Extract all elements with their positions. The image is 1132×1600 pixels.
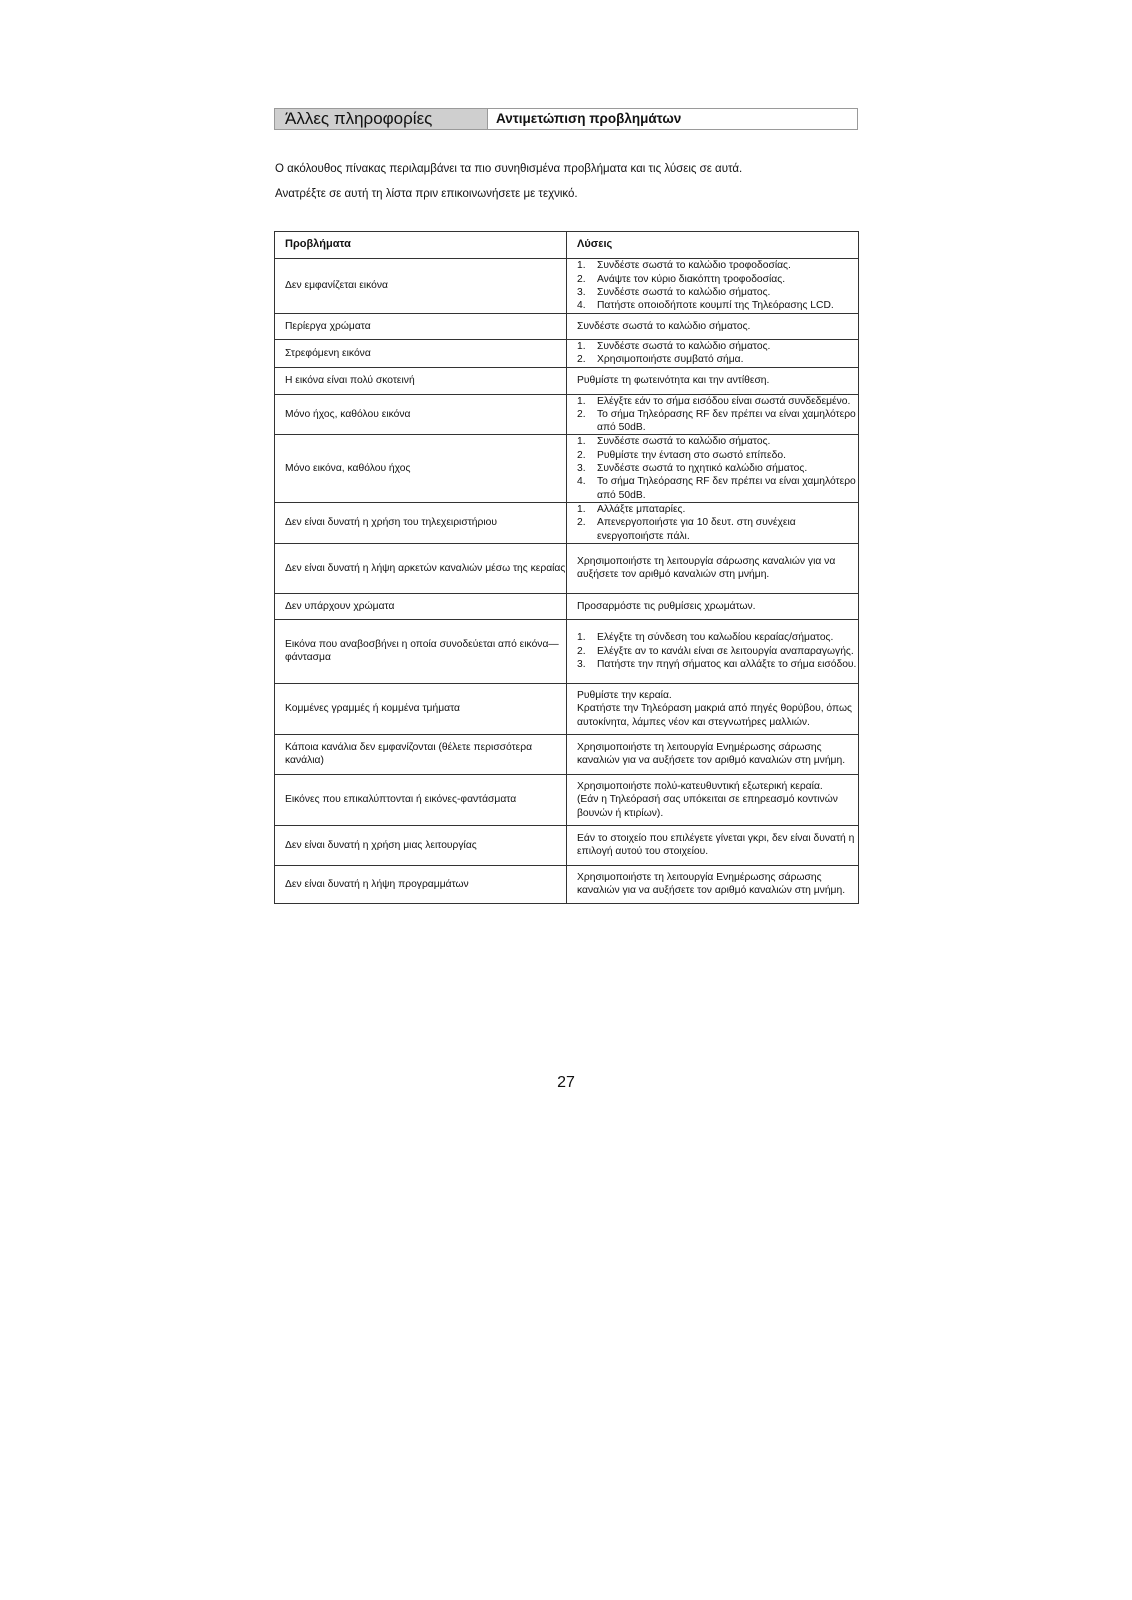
step-text: Συνδέστε σωστά το καλώδιο σήματος.: [597, 436, 771, 448]
table-row: [275, 865, 859, 903]
solution-text: Χρησιμοποιήστε πολύ-κατευθυντική εξωτερική κεραία. (Εάν η Τηλεόρασή σας υπόκειται σε επηρεασμό κοντινών βουνών ή κτιρίων).: [577, 780, 838, 819]
step-number: 1.: [577, 503, 586, 515]
problem-cell: Εικόνα που αναβοσβήνει η οποία συνοδεύεται από εικόνα—φάντασμα: [275, 619, 567, 683]
step-text: Χρησιμοποιήστε συμβατό σήμα.: [597, 354, 744, 366]
step-number: 3.: [577, 659, 586, 670]
step-number: 4.: [577, 476, 586, 488]
table-row: [275, 259, 859, 314]
step-text: Ελέγξτε αν το κανάλι είναι σε λειτουργία αναπαραγωγής.: [597, 645, 854, 657]
step-text: Αλλάξτε μπαταρίες.: [597, 503, 686, 515]
solution-cell: [567, 340, 859, 368]
step-number: 4.: [577, 300, 586, 312]
solution-step: [577, 658, 858, 671]
step-text: Συνδέστε σωστά το ηχητικό καλώδιο σήματος.: [597, 463, 808, 475]
solution-cell: [567, 394, 859, 435]
solution-step: [577, 645, 858, 658]
problem-cell: Δεν είναι δυνατή η χρήση του τηλεχειριστήριου: [275, 502, 567, 543]
troubleshooting-table: [274, 231, 859, 904]
solution-cell: [567, 825, 859, 865]
step-text: Το σήμα Τηλεόρασης RF δεν πρέπει να είναι χαμηλότερο από 50dB.: [597, 408, 856, 434]
table-row: [275, 593, 859, 619]
solution-text: Χρησιμοποιήστε τη λειτουργία Ενημέρωσης σάρωσης καναλιών για να αυξήσετε τον αριθμό καναλιών στη μνήμη.: [577, 742, 846, 767]
solution-cell: [567, 259, 859, 314]
section-header: [274, 108, 858, 130]
solution-cell: [567, 435, 859, 502]
table-row: [275, 394, 859, 435]
solution-text: Προσαρμόστε τις ρυθμίσεις χρωμάτων.: [577, 600, 756, 612]
problem-cell: Κάποια κανάλια δεν εμφανίζονται (θέλετε περισσότερα κανάλια): [275, 734, 567, 774]
problem-cell: Η εικόνα είναι πολύ σκοτεινή: [275, 367, 567, 394]
solution-steps: [577, 395, 858, 435]
solution-step: [577, 340, 858, 353]
problem-cell: Δεν είναι δυνατή η λήψη αρκετών καναλιών μέσω της κεραίας: [275, 543, 567, 593]
step-number: 3.: [577, 463, 586, 475]
table-row: [275, 340, 859, 368]
solution-steps: [577, 340, 858, 367]
step-text: Ελέγξτε εάν το σήμα εισόδου είναι σωστά συνδεδεμένο.: [597, 395, 851, 407]
step-number: 3.: [577, 287, 586, 298]
problem-cell: Στρεφόμενη εικόνα: [275, 340, 567, 368]
solution-step: [577, 353, 858, 366]
solution-cell: [567, 734, 859, 774]
step-text: Ρυθμίστε την ένταση στο σωστό επίπεδο.: [597, 449, 786, 461]
solution-step: [577, 462, 858, 475]
problem-cell: Δεν είναι δυνατή η λήψη προγραμμάτων: [275, 865, 567, 903]
solution-step: [577, 408, 858, 435]
problem-cell: Εικόνες που επικαλύπτονται ή εικόνες-φαντάσματα: [275, 774, 567, 825]
step-number: 2.: [577, 408, 586, 420]
step-text: Απενεργοποιήστε για 10 δευτ. στη συνέχεια ενεργοποιήστε πάλι.: [597, 517, 796, 542]
solution-cell: [567, 619, 859, 683]
step-number: 1.: [577, 395, 586, 407]
problem-cell: Δεν εμφανίζεται εικόνα: [275, 259, 567, 314]
problem-cell: Κομμένες γραμμές ή κομμένα τμήματα: [275, 683, 567, 734]
problem-cell: Μόνο ήχος, καθόλου εικόνα: [275, 394, 567, 435]
solution-cell: [567, 314, 859, 340]
step-number: 1.: [577, 632, 586, 644]
step-text: Συνδέστε σωστά το καλώδιο σήματος.: [597, 341, 771, 352]
solution-text: Χρησιμοποιήστε τη λειτουργία Ενημέρωσης σάρωσης καναλιών για να αυξήσετε τον αριθμό καναλιών στη μνήμη.: [577, 872, 846, 897]
table-row: [275, 435, 859, 502]
intro-paragraph: Ανατρέξτε σε αυτή τη λίστα πριν επικοινωνήσετε με τεχνικό.: [275, 188, 578, 200]
solution-steps: [577, 503, 858, 543]
solution-step: [577, 516, 858, 543]
table-row: [275, 774, 859, 825]
section-name: Άλλες πληροφορίες: [275, 109, 488, 129]
table-row: [275, 314, 859, 340]
solution-text: Συνδέστε σωστά το καλώδιο σήματος.: [577, 320, 751, 332]
problem-cell: Μόνο εικόνα, καθόλου ήχος: [275, 435, 567, 502]
column-header-solutions: Λύσεις: [567, 232, 859, 259]
solution-steps: [577, 435, 858, 501]
solution-step: [577, 475, 858, 502]
solution-steps: [577, 631, 858, 671]
solution-text: Χρησιμοποιήστε τη λειτουργία σάρωσης καναλιών για να αυξήσετε τον αριθμό καναλιών στη μνήμη.: [577, 556, 836, 581]
solution-cell: [567, 543, 859, 593]
step-number: 2.: [577, 449, 586, 461]
intro-paragraph: Ο ακόλουθος πίνακας περιλαμβάνει τα πιο συνηθισμένα προβλήματα και τις λύσεις σε αυτά.: [275, 163, 743, 175]
problem-cell: Δεν είναι δυνατή η χρήση μιας λειτουργίας: [275, 825, 567, 865]
table-row: [275, 734, 859, 774]
step-number: 2.: [577, 354, 586, 366]
step-text: Συνδέστε σωστά το καλώδιο σήματος.: [597, 287, 771, 298]
solution-cell: [567, 774, 859, 825]
solution-step: [577, 395, 858, 408]
solution-cell: [567, 502, 859, 543]
step-number: 2.: [577, 517, 586, 529]
column-header-problems: Προβλήματα: [275, 232, 567, 259]
step-text: Το σήμα Τηλεόρασης RF δεν πρέπει να είναι χαμηλότερο από 50dB.: [597, 476, 856, 501]
solution-cell: [567, 865, 859, 903]
step-number: 2.: [577, 273, 586, 285]
solution-cell: [567, 683, 859, 734]
solution-step: [577, 273, 858, 286]
solution-text: Ρυθμίστε την κεραία. Κρατήστε την Τηλεόραση μακριά από πηγές θορύβου, όπως αυτοκίνητα, λάμπες νέον και στεγνωτήρες μαλλιών.: [577, 689, 852, 728]
step-text: Συνδέστε σωστά το καλώδιο τροφοδοσίας.: [597, 260, 791, 272]
step-text: Ελέγξτε τη σύνδεση του καλωδίου κεραίας/σήματος.: [597, 632, 834, 644]
solution-text: Ρυθμίστε τη φωτεινότητα και την αντίθεση.: [577, 374, 770, 386]
solution-cell: [567, 593, 859, 619]
table-row: [275, 825, 859, 865]
step-number: 1.: [577, 341, 586, 352]
solution-step: [577, 631, 858, 644]
solution-text: Εάν το στοιχείο που επιλέγετε γίνεται γκρι, δεν είναι δυνατή η επιλογή αυτού του στοιχείου.: [577, 833, 855, 858]
step-number: 1.: [577, 260, 586, 272]
solution-cell: [567, 367, 859, 394]
problem-cell: Περίεργα χρώματα: [275, 314, 567, 340]
step-number: 1.: [577, 436, 586, 448]
solution-step: [577, 259, 858, 272]
solution-step: [577, 286, 858, 299]
solution-step: [577, 449, 858, 462]
table-row: [275, 367, 859, 394]
page-number: 27: [557, 1074, 575, 1091]
page-title: Αντιμετώπιση προβλημάτων: [496, 111, 682, 126]
table-row: [275, 543, 859, 593]
table-row: [275, 619, 859, 683]
solution-steps: [577, 259, 858, 312]
solution-step: [577, 299, 858, 312]
step-text: Πατήστε οποιοδήποτε κουμπί της Τηλεόρασης LCD.: [597, 300, 834, 312]
problem-cell: Δεν υπάρχουν χρώματα: [275, 593, 567, 619]
table-header-row: [275, 232, 859, 259]
step-text: Ανάψτε τον κύριο διακόπτη τροφοδοσίας.: [597, 273, 786, 285]
solution-step: [577, 435, 858, 448]
solution-step: [577, 503, 858, 516]
step-number: 2.: [577, 645, 586, 657]
step-text: Πατήστε την πηγή σήματος και αλλάξτε το σήμα εισόδου.: [597, 659, 857, 670]
table-row: [275, 502, 859, 543]
table-row: [275, 683, 859, 734]
